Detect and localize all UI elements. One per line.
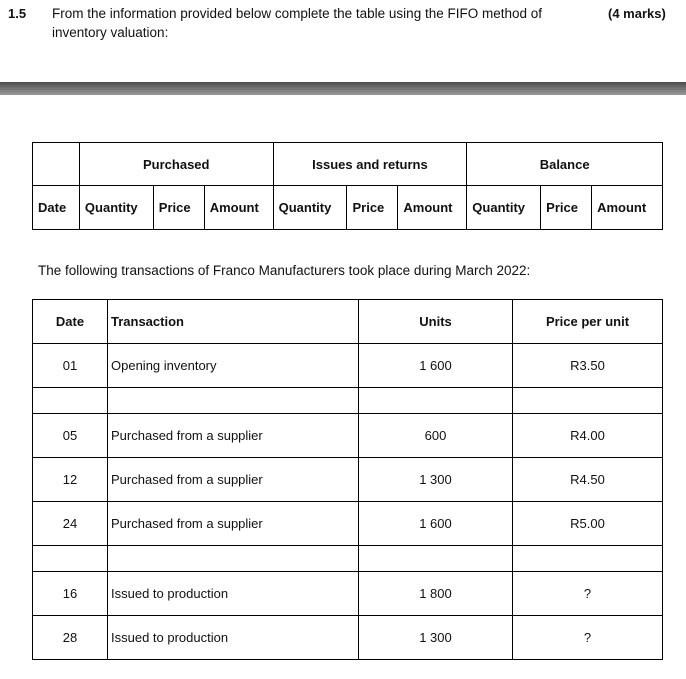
fifo-column-header: Price — [541, 186, 592, 230]
row-date — [33, 388, 108, 414]
table-row — [33, 458, 663, 502]
fifo-column-header: Amount — [204, 186, 273, 230]
row-units: 1 300 — [359, 458, 513, 502]
question-text: From the information provided below complete the table using the FIFO method of inventory valuation: — [52, 6, 543, 40]
table-row-blank — [33, 388, 663, 414]
fifo-column-header: Amount — [398, 186, 467, 230]
table-row-blank — [33, 546, 663, 572]
row-transaction — [108, 388, 359, 414]
table-row — [33, 414, 663, 458]
column-header: Units — [359, 300, 513, 344]
fifo-column-header: Quantity — [79, 186, 153, 230]
fifo-column-header-row — [33, 186, 663, 230]
row-date: 01 — [33, 344, 108, 388]
fifo-column-header: Amount — [592, 186, 663, 230]
row-price: R4.50 — [513, 458, 663, 502]
table-row — [33, 502, 663, 546]
row-price: ? — [513, 572, 663, 616]
table-row — [33, 572, 663, 616]
fifo-group-header: Balance — [467, 143, 663, 186]
table-row — [33, 616, 663, 660]
transactions-intro: The following transactions of Franco Manufacturers took place during March 2022: — [38, 263, 531, 278]
fifo-empty-corner — [33, 143, 80, 186]
fifo-column-header: Price — [347, 186, 398, 230]
row-date: 16 — [33, 572, 108, 616]
row-price — [513, 546, 663, 572]
fifo-group-header: Issues and returns — [273, 143, 467, 186]
fifo-column-header: Price — [153, 186, 204, 230]
fifo-group-header-row — [33, 143, 663, 186]
row-units: 600 — [359, 414, 513, 458]
row-units — [359, 388, 513, 414]
row-transaction: Opening inventory — [108, 344, 359, 388]
row-transaction: Purchased from a supplier — [108, 502, 359, 546]
divider-bar — [0, 82, 686, 95]
row-units: 1 800 — [359, 572, 513, 616]
row-date: 12 — [33, 458, 108, 502]
table-row — [33, 344, 663, 388]
row-price — [513, 388, 663, 414]
column-header: Price per unit — [513, 300, 663, 344]
row-transaction — [108, 546, 359, 572]
row-date: 24 — [33, 502, 108, 546]
question-marks: (4 marks) — [608, 6, 666, 21]
row-transaction: Issued to production — [108, 616, 359, 660]
column-header: Transaction — [108, 300, 359, 344]
row-price: R5.00 — [513, 502, 663, 546]
fifo-column-header: Date — [33, 186, 80, 230]
column-header: Date — [33, 300, 108, 344]
transactions-table — [32, 299, 663, 660]
fifo-answer-table — [32, 142, 663, 230]
fifo-column-header: Quantity — [467, 186, 541, 230]
fifo-column-header: Quantity — [273, 186, 347, 230]
transactions-header-row — [33, 300, 663, 344]
row-transaction: Purchased from a supplier — [108, 414, 359, 458]
row-date: 28 — [33, 616, 108, 660]
row-units — [359, 546, 513, 572]
row-date — [33, 546, 108, 572]
question-number: 1.5 — [8, 6, 27, 21]
row-units: 1 600 — [359, 502, 513, 546]
row-price: ? — [513, 616, 663, 660]
row-transaction: Issued to production — [108, 572, 359, 616]
fifo-group-header: Purchased — [79, 143, 273, 186]
row-transaction: Purchased from a supplier — [108, 458, 359, 502]
row-units: 1 300 — [359, 616, 513, 660]
row-date: 05 — [33, 414, 108, 458]
row-price: R3.50 — [513, 344, 663, 388]
row-price: R4.00 — [513, 414, 663, 458]
row-units: 1 600 — [359, 344, 513, 388]
